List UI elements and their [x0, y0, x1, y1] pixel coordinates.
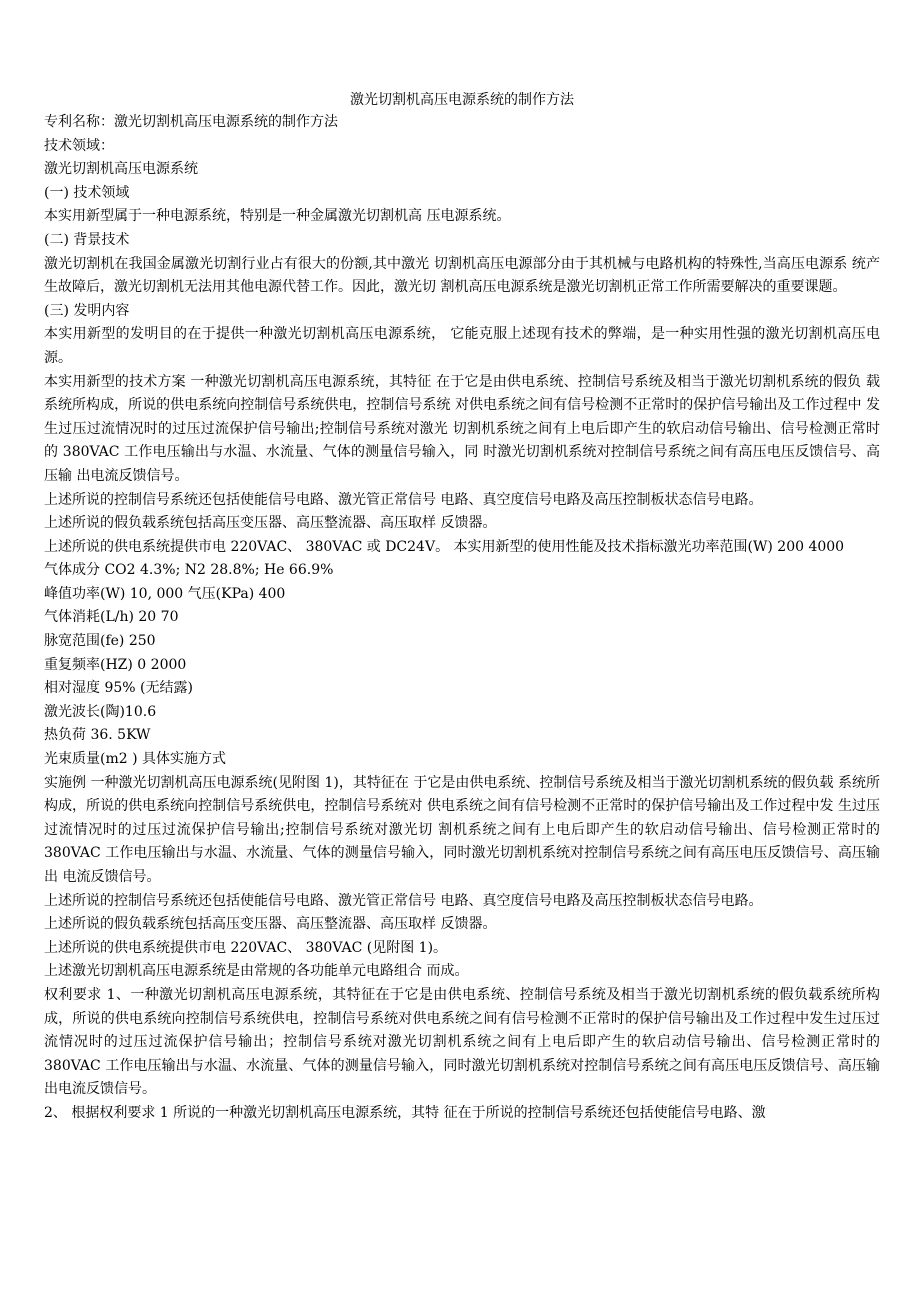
section-heading-invention: (三) 发明内容: [44, 302, 130, 319]
document-title: 激光切割机高压电源系统的制作方法: [350, 92, 574, 108]
spec-repetition-rate: 重复频率(HZ) 0 2000: [44, 656, 187, 673]
patent-name-line: 专利名称：激光切割机高压电源系统的制作方法: [44, 114, 338, 130]
spec-heat-load: 热负荷 36. 5KW: [44, 727, 151, 744]
paragraph-dummy-load: 上述所说的假负载系统包括高压变压器、高压整流器、高压取样 反馈器。: [44, 515, 497, 532]
paragraph-embodiment-load: 上述所说的假负载系统包括高压变压器、高压整流器、高压取样 反馈器。: [44, 916, 497, 933]
paragraph-embodiment: 实施例 一种激光切割机高压电源系统(见附图 1)，其特征在 于它是由供电系统、控制信号系统及相当于激光切割机系统的假负载 系统所构成，所说的供电系统向控制信号系统供电，控制信号系统对 供电系统之间有信号检测不正常时的保护信号输出及工作过程中发 生过压过流情况时的过压过流保护信号输出;控制信号系统对激光切 割机系统之间有上电后即产生的软启动信号输出、信号检测正常时的 380VAC 工作电压输出与水温、水流量、气体的测量信号输入，同时激光切割机系统对控制信号系统之间有高压电压反馈信号、高压输出 电流反馈信号。: [44, 774, 880, 885]
section-heading-background: (二) 背景技术: [44, 231, 130, 248]
spec-wavelength: 激光波长(陶)10.6: [44, 703, 157, 720]
spec-pulse-width: 脉宽范围(fe) 250: [44, 633, 156, 650]
spec-gas-composition: 气体成分 CO2 4.3%; N2 28.8%; He 66.9%: [44, 562, 334, 579]
paragraph-embodiment-summary: 上述激光切割机高压电源系统是由常规的各功能单元电路组合 而成。: [44, 963, 469, 980]
tech-field-label: 技术领域：: [44, 137, 114, 154]
paragraph-invention-purpose: 本实用新型的发明目的在于提供一种激光切割机高压电源系统， 它能克服上述现有技术的弊端，是一种实用性强的激光切割机高压电 源。: [44, 326, 880, 366]
spec-peak-power: 峰值功率(W) 10, 000 气压(KPa) 400: [44, 585, 286, 602]
paragraph-embodiment-power: 上述所说的供电系统提供市电 220VAC、 380VAC (见附图 1)。: [44, 939, 448, 956]
paragraph-power-supply: 上述所说的供电系统提供市电 220VAC、 380VAC 或 DC24V。 本实用新型的使用性能及技术指标激光功率范围(W) 200 4000: [44, 538, 845, 555]
spec-gas-consumption: 气体消耗(L/h) 20 70: [44, 609, 179, 626]
paragraph-claim-2: 2、 根据权利要求 1 所说的一种激光切割机高压电源系统，其特 征在于所说的控制信号系统还包括使能信号电路、激: [44, 1104, 766, 1121]
tech-field-value: 激光切割机高压电源系统: [44, 161, 198, 178]
paragraph-control-signal: 上述所说的控制信号系统还包括使能信号电路、激光管正常信号 电路、真空度信号电路及高压控制板状态信号电路。: [44, 491, 763, 508]
paragraph-claim-1: 权利要求 1、一种激光切割机高压电源系统，其特征在于它是由供电系统、控制信号系统及相当于激光切割机系统的假负载系统所构成，所说的供电系统向控制信号系统供电，控制信号系统对供电系统之间有信号检测不正常时的保护信号输出及工作过程中发生过压过流情况时的过压过流保护信号输出；控制信号系统对激光切割机系统之间有上电后即产生的软启动信号输出、信号检测正常时的 380VAC 工作电压输出与水温、水流量、气体的测量信号输入，同时激光切割机系统对控制信号系统之间有高压电压反馈信号、高压输出电流反馈信号。: [44, 986, 880, 1098]
paragraph-technical-solution: 本实用新型的技术方案 一种激光切割机高压电源系统，其特征 在于它是由供电系统、控制信号系统及相当于激光切割机系统的假负 载系统所构成，所说的供电系统向控制信号系统供电，控制信号系统 对供电系统之间有信号检测不正常时的保护信号输出及工作过程中 发生过压过流情况时的过压过流保护信号输出;控制信号系统对激光 切割机系统之间有上电后即产生的软启动信号输出、信号检测正常时 的 380VAC 工作电压输出与水温、水流量、气体的测量信号输入，同 时激光切割机系统对控制信号系统之间有高压电压反馈信号、高压输 出电流反馈信号。: [44, 373, 880, 484]
section-heading-tech-field: (一) 技术领域: [44, 184, 130, 201]
spec-beam-quality: 光束质量(m2 ) 具体实施方式: [44, 751, 227, 768]
spec-humidity: 相对湿度 95% (无结露): [44, 680, 193, 697]
paragraph-tech-field: 本实用新型属于一种电源系统，特别是一种金属激光切割机高 压电源系统。: [44, 208, 511, 225]
paragraph-background: 激光切割机在我国金属激光切割行业占有很大的份额,其中激光 切割机高压电源部分由于其机械与电路机构的特殊性,当高压电源系 统产生故障后，激光切割机无法用其他电源代替工作。因此，激光切 割机高压电源系统是激光切割机正常工作所需要解决的重要课题。: [44, 255, 880, 296]
document-page: [44, 90, 880, 1126]
paragraph-embodiment-control: 上述所说的控制信号系统还包括使能信号电路、激光管正常信号 电路、真空度信号电路及高压控制板状态信号电路。: [44, 892, 763, 909]
